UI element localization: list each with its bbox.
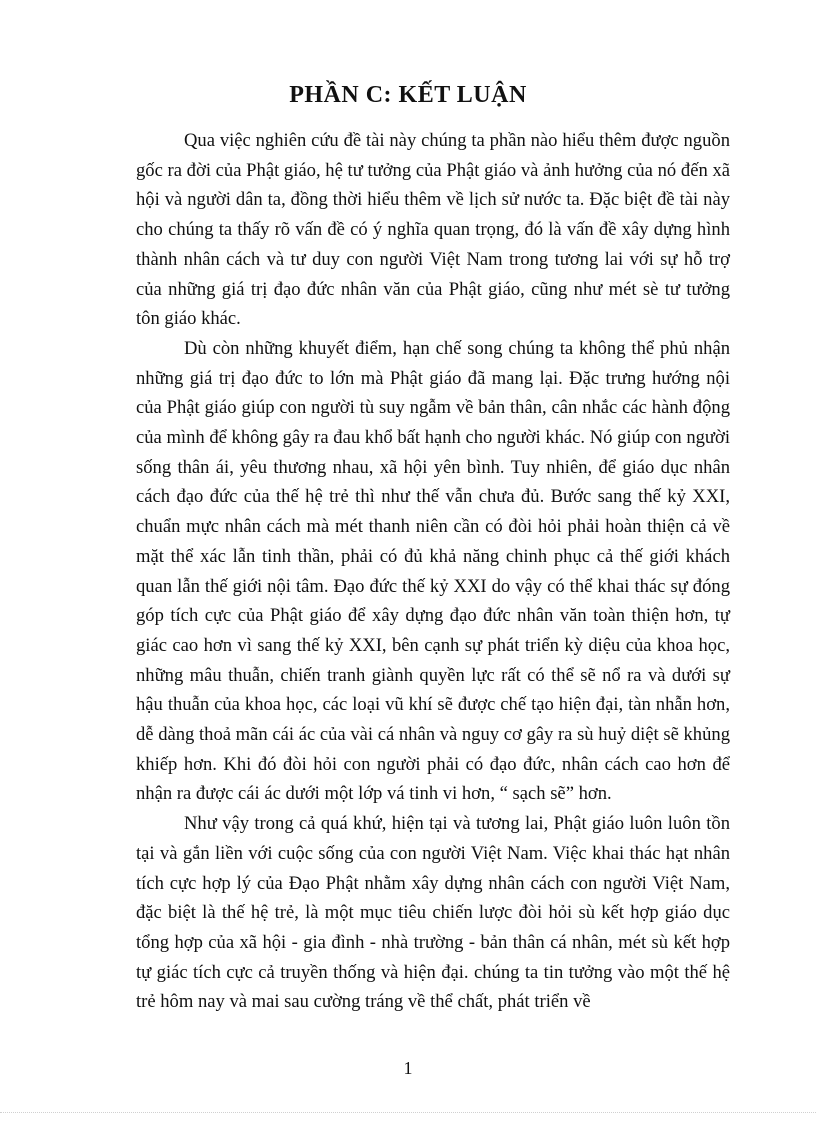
document-body — [136, 126, 730, 1017]
paragraph-1: Qua việc nghiên cứu đề tài này chúng ta phần nào hiểu thêm được nguồn gốc ra đời của Phật giáo, hệ tư tưởng của Phật giáo và ảnh hưởng của nó đến xã hội và người dân ta, đồng thời hiểu thêm về lịch sử nước ta. Đặc biệt đề tài này cho chúng ta thấy rõ vấn đề có ý nghĩa quan trọng, đó là vấn đề xây dựng hình thành nhân cách và tư duy con người Việt Nam trong tương lai với sự hỗ trợ của những giá trị đạo đức nhân văn của Phật giáo, cũng như mét sè tư tưởng tôn giáo khác. — [136, 130, 730, 330]
paragraph-3: Như vậy trong cả quá khứ, hiện tại và tương lai, Phật giáo luôn luôn tồn tại và gắn liền với cuộc sống của con người Việt Nam. Việc khai thác hạt nhân tích cực hợp lý của Đạo Phật nhằm xây dựng nhân cách con người Việt Nam, đặc biệt là thế hệ trẻ, là một mục tiêu chiến lược đòi hỏi sù kết hợp giáo dục tổng hợp của xã hội - gia đình - nhà trường - bản thân cá nhân, mét sù kết hợp tự giác tích cực cả truyền thống và hiện đại. chúng ta tin tưởng vào một thế hệ trẻ hôm nay và mai sau cường tráng về thể chất, phát triển về — [136, 813, 730, 1013]
page-title: PHẦN C: KẾT LUẬN — [289, 82, 527, 108]
page-bottom-divider — [0, 1112, 816, 1113]
paragraph-2: Dù còn những khuyết điểm, hạn chế song chúng ta không thể phủ nhận những giá trị đạo đức to lớn mà Phật giáo đã mang lại. Đặc trưng hướng nội của Phật giáo giúp con người tù suy ngẫm về bản thân, cân nhắc các hành động của mình để không gây ra đau khổ bất hạnh cho người khác. Nó giúp con người sống thân ái, yêu thương nhau, xã hội yên bình. Tuy nhiên, để giáo dục nhân cách đạo đức của thế hệ trẻ thì như thế vẫn chưa đủ. Bước sang thế kỷ XXI, chuẩn mực nhân cách mà mét thanh niên cần có đòi hỏi phải hoàn thiện cả về mặt thể xác lẫn tinh thần, phải có đủ khả năng chinh phục cả thế giới khách quan lẫn thế giới nội tâm. Đạo đức thế kỷ XXI do vậy có thể khai thác sự đóng góp tích cực của Phật giáo để xây dựng đạo đức nhân văn toàn thiện hơn, tự giác cao hơn vì sang thế kỷ XXI, bên cạnh sự phát triển kỳ diệu của khoa học, những mâu thuẫn, chiến tranh giành quyền lực rất có thể sẽ nổ ra và dưới sự hậu thuẫn của khoa học, các loại vũ khí sẽ được chế tạo hiện đại, tàn nhẫn hơn, dễ dàng thoả mãn cái ác của vài cá nhân và nguy cơ gây ra sù huỷ diệt sẽ khủng khiếp hơn. Khi đó đòi hỏi con người phải có đạo đức, nhân cách cao hơn để nhận ra được cái ác dưới một lớp vá tinh vi hơn, “ sạch sẽ” hơn. — [136, 337, 730, 805]
page-number: 1 — [403, 1058, 413, 1078]
